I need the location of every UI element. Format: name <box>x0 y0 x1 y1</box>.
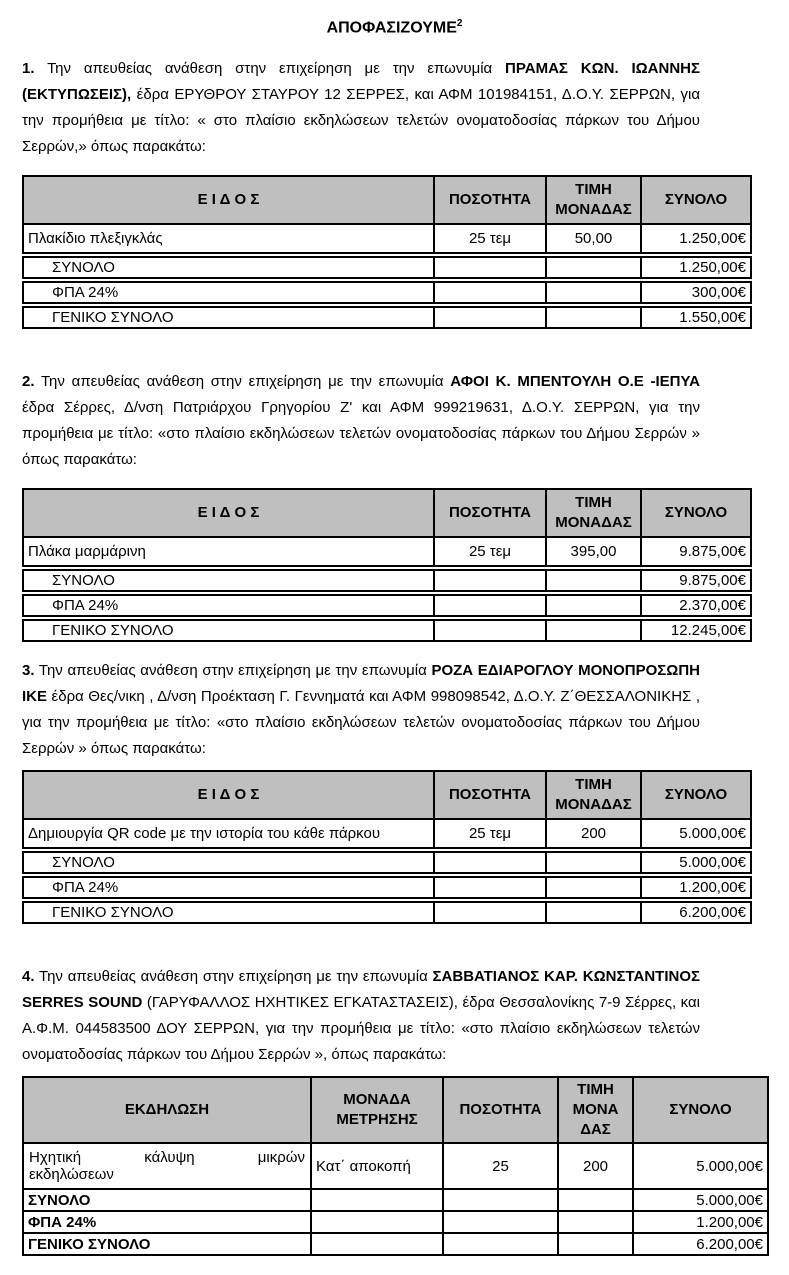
vat-label-cell: ΦΠΑ 24% <box>23 875 434 900</box>
empty-cell <box>434 618 546 641</box>
table-2-item-row <box>23 537 751 568</box>
paragraph-4-text-b: (ΓΑΡΥΦΑΛΛΟΣ ΗΧΗΤΙΚΕΣ ΕΓΚΑΤΑΣΤΑΣΕΙΣ), έδρα Θεσσαλονίκης 7-9 Σέρρες, και Α.Φ.Μ. 044583500 ΔΟΥ ΣΕΡΡΩΝ, για την προμήθεια με τίτλο: «στο πλαίσιο εκδηλώσεων τελετών ονοματοδοσίας πάρκων του Δήμου Σερρών », όπως παρακάτω: <box>22 994 700 1064</box>
vat-amount-cell: 1.200,00€ <box>641 875 751 900</box>
decision-title-text: ΑΠΟΦΑΣΙΖΟΥΜΕ <box>326 19 457 37</box>
vat-label-cell: ΦΠΑ 24% <box>23 280 434 305</box>
empty-cell <box>434 875 546 900</box>
empty-cell <box>546 568 641 593</box>
subtotal-amount-cell: 5.000,00€ <box>641 850 751 875</box>
table-4-vat-row <box>23 1211 768 1233</box>
award-table-1 <box>22 175 752 329</box>
table-2-subtotal-row <box>23 568 751 593</box>
item-name-cell: Δημιουργία QR code με την ιστορία του κάθε πάρκου <box>23 819 434 850</box>
empty-cell <box>546 850 641 875</box>
item-unit-price-cell: 200 <box>546 819 641 850</box>
paragraph-2-text-b: έδρα Σέρρες, Δ/νση Πατριάρχου Γρηγορίου Ζ' και ΑΦΜ 999219631, Δ.Ο.Υ. ΣΕΡΡΩΝ, για την προμήθεια με τίτλο: «στο πλαίσιο εκδηλώσεων τελετών ονοματοδοσίας πάρκων του Δήμου Σερρών » όπως παρακάτω: <box>22 399 700 469</box>
paragraph-3-text-a: Την απευθείας ανάθεση στην επιχείρηση με την επωνυμία <box>34 662 432 680</box>
subtotal-label-cell: ΣΥΝΟΛΟ <box>23 1189 311 1211</box>
award-paragraph-1 <box>22 56 700 160</box>
paragraph-4-company-name: ΣΑΒΒΑΤΙΑΝΟΣ ΚΑΡ. ΚΩΝΣΤΑΝΤΙΝΟΣ SERRES SOUND <box>22 968 700 1012</box>
header-cell-item: Ε Ι Δ Ο Σ <box>23 771 434 819</box>
item-name-line-1: Ηχητική κάλυψη μικρών <box>29 1149 305 1167</box>
subtotal-label-cell: ΣΥΝΟΛΟ <box>23 568 434 593</box>
grand-total-amount-cell: 1.550,00€ <box>641 305 751 328</box>
empty-cell <box>434 568 546 593</box>
decision-title <box>22 12 767 40</box>
table-2-grand-total-row <box>23 618 751 641</box>
grand-total-label-cell: ΓΕΝΙΚΟ ΣΥΝΟΛΟ <box>23 1233 311 1255</box>
grand-total-amount-cell: 6.200,00€ <box>633 1233 768 1255</box>
empty-cell <box>311 1189 443 1211</box>
table-1-grand-total-row <box>23 305 751 328</box>
item-unit-price-cell: 200 <box>558 1143 633 1189</box>
subtotal-amount-cell: 1.250,00€ <box>641 255 751 280</box>
grand-total-amount-cell: 6.200,00€ <box>641 900 751 923</box>
paragraph-4-number: 4. <box>22 968 35 986</box>
header-cell-unit-price: ΤΙΜΗ ΜΟΝΑΔΑΣ <box>546 489 641 537</box>
item-unit-price-cell: 395,00 <box>546 537 641 568</box>
header-cell-total: ΣΥΝΟΛΟ <box>633 1077 768 1143</box>
table-2-header-row <box>23 489 751 537</box>
grand-total-label-cell: ΓΕΝΙΚΟ ΣΥΝΟΛΟ <box>23 900 434 923</box>
empty-cell <box>434 305 546 328</box>
award-paragraph-2 <box>22 369 700 473</box>
table-1-header-row <box>23 176 751 224</box>
empty-cell <box>546 255 641 280</box>
header-cell-unit-price: ΤΙΜΗ ΜΟΝΑΔΑΣ <box>546 771 641 819</box>
table-4-grand-total-row <box>23 1233 768 1255</box>
empty-cell <box>443 1189 558 1211</box>
paragraph-3-company-name: ΡΟΖΑ ΕΔΙΑΡΟΓΛΟΥ ΜΟΝΟΠΡΟΣΩΠΗ ΙΚΕ <box>22 662 700 706</box>
item-total-cell: 9.875,00€ <box>641 537 751 568</box>
empty-cell <box>434 900 546 923</box>
vat-label-cell: ΦΠΑ 24% <box>23 593 434 618</box>
empty-cell <box>443 1233 558 1255</box>
item-total-cell: 5.000,00€ <box>633 1143 768 1189</box>
table-1-item-row <box>23 224 751 255</box>
empty-cell <box>546 875 641 900</box>
award-table-4 <box>22 1076 769 1256</box>
table-3-header-row <box>23 771 751 819</box>
header-cell-unit-price: ΤΙΜΗ ΜΟΝΑΔΑΣ <box>546 176 641 224</box>
table-1-vat-row <box>23 280 751 305</box>
empty-cell <box>558 1233 633 1255</box>
subtotal-label-cell: ΣΥΝΟΛΟ <box>23 255 434 280</box>
vat-amount-cell: 1.200,00€ <box>633 1211 768 1233</box>
paragraph-2-number: 2. <box>22 373 35 391</box>
header-cell-quantity: ΠΟΣΟΤΗΤΑ <box>434 489 546 537</box>
table-4-header-row <box>23 1077 768 1143</box>
table-3-item-row <box>23 819 751 850</box>
item-quantity-cell: 25 τεμ <box>434 819 546 850</box>
grand-total-amount-cell: 12.245,00€ <box>641 618 751 641</box>
item-unit-of-measure-cell: Κατ΄ αποκοπή <box>311 1143 443 1189</box>
item-name-cell: Πλακίδιο πλεξιγκλάς <box>23 224 434 255</box>
table-3-subtotal-row <box>23 850 751 875</box>
empty-cell <box>546 305 641 328</box>
item-quantity-cell: 25 τεμ <box>434 224 546 255</box>
header-cell-item: Ε Ι Δ Ο Σ <box>23 489 434 537</box>
footnote-ref: 2 <box>456 18 463 29</box>
header-cell-total: ΣΥΝΟΛΟ <box>641 489 751 537</box>
item-total-cell: 1.250,00€ <box>641 224 751 255</box>
header-cell-unit-price: ΤΙΜΗ ΜΟΝΑ ΔΑΣ <box>558 1077 633 1143</box>
award-table-2 <box>22 488 752 642</box>
item-name-cell <box>23 1143 311 1189</box>
empty-cell <box>546 618 641 641</box>
vat-amount-cell: 2.370,00€ <box>641 593 751 618</box>
header-cell-quantity: ΠΟΣΟΤΗΤΑ <box>434 176 546 224</box>
empty-cell <box>311 1211 443 1233</box>
header-cell-unit-of-measure: ΜΟΝΑΔΑ ΜΕΤΡΗΣΗΣ <box>311 1077 443 1143</box>
paragraph-4-text-a: Την απευθείας ανάθεση στην επιχείρηση με την επωνυμία <box>34 968 433 986</box>
table-4-item-row <box>23 1143 768 1189</box>
header-cell-quantity: ΠΟΣΟΤΗΤΑ <box>443 1077 558 1143</box>
award-paragraph-4 <box>22 964 700 1068</box>
vat-label-cell: ΦΠΑ 24% <box>23 1211 311 1233</box>
empty-cell <box>311 1233 443 1255</box>
empty-cell <box>558 1189 633 1211</box>
empty-cell <box>546 900 641 923</box>
item-quantity-cell: 25 <box>443 1143 558 1189</box>
header-cell-event: ΕΚΔΗΛΩΣΗ <box>23 1077 311 1143</box>
table-2-vat-row <box>23 593 751 618</box>
item-name-line-2: εκδηλώσεων <box>29 1166 114 1184</box>
paragraph-3-text-b: έδρα Θες/νικη , Δ/νση Προέκταση Γ. Γεννηματά και ΑΦΜ 998098542, Δ.Ο.Υ. Ζ΄ΘΕΣΣΑΛΟΝΙΚΗΣ , για την προμήθεια με τίτλο: «στο πλαίσιο εκδηλώσεων τελετών ονοματοδοσίας πάρκων του Δήμου Σερρών » όπως παρακάτω: <box>22 688 700 758</box>
grand-total-label-cell: ΓΕΝΙΚΟ ΣΥΝΟΛΟ <box>23 618 434 641</box>
paragraph-2-company-name: ΑΦΟΙ Κ. ΜΠΕΝΤΟΥΛΗ Ο.Ε -ΙΕΠΥΑ <box>450 373 700 391</box>
item-name-cell: Πλάκα μαρμάρινη <box>23 537 434 568</box>
grand-total-label-cell: ΓΕΝΙΚΟ ΣΥΝΟΛΟ <box>23 305 434 328</box>
empty-cell <box>434 593 546 618</box>
table-1-subtotal-row <box>23 255 751 280</box>
item-total-cell: 5.000,00€ <box>641 819 751 850</box>
empty-cell <box>546 593 641 618</box>
header-cell-item: Ε Ι Δ Ο Σ <box>23 176 434 224</box>
award-table-3 <box>22 770 752 924</box>
subtotal-amount-cell: 5.000,00€ <box>633 1189 768 1211</box>
paragraph-1-text-b: έδρα ΕΡΥΘΡΟΥ ΣΤΑΥΡΟΥ 12 ΣΕΡΡΕΣ, και ΑΦΜ 101984151, Δ.Ο.Υ. ΣΕΡΡΩΝ, για την προμήθεια με τίτλο: « στο πλαίσιο εκδηλώσεων τελετών ονοματοδοσίας πάρκων του Δήμου Σερρών,» όπως παρακάτω: <box>22 86 700 156</box>
empty-cell <box>434 255 546 280</box>
paragraph-2-text-a: Την απευθείας ανάθεση στην επιχείρηση με την επωνυμία <box>34 373 451 391</box>
header-cell-total: ΣΥΝΟΛΟ <box>641 176 751 224</box>
header-cell-quantity: ΠΟΣΟΤΗΤΑ <box>434 771 546 819</box>
empty-cell <box>546 280 641 305</box>
paragraph-1-number: 1. <box>22 60 35 78</box>
table-3-vat-row <box>23 875 751 900</box>
header-cell-total: ΣΥΝΟΛΟ <box>641 771 751 819</box>
item-unit-price-cell: 50,00 <box>546 224 641 255</box>
table-4-subtotal-row <box>23 1189 768 1211</box>
paragraph-3-number: 3. <box>22 662 35 680</box>
empty-cell <box>434 280 546 305</box>
award-paragraph-3 <box>22 658 700 762</box>
item-quantity-cell: 25 τεμ <box>434 537 546 568</box>
table-3-grand-total-row <box>23 900 751 923</box>
empty-cell <box>443 1211 558 1233</box>
empty-cell <box>434 850 546 875</box>
empty-cell <box>558 1211 633 1233</box>
subtotal-label-cell: ΣΥΝΟΛΟ <box>23 850 434 875</box>
vat-amount-cell: 300,00€ <box>641 280 751 305</box>
paragraph-1-company-name: ΠΡΑΜΑΣ ΚΩΝ. ΙΩΑΝΝΗΣ (ΕΚΤΥΠΩΣΕΙΣ), <box>22 60 700 104</box>
subtotal-amount-cell: 9.875,00€ <box>641 568 751 593</box>
paragraph-1-text-a: Την απευθείας ανάθεση στην επιχείρηση με την επωνυμία <box>34 60 506 78</box>
